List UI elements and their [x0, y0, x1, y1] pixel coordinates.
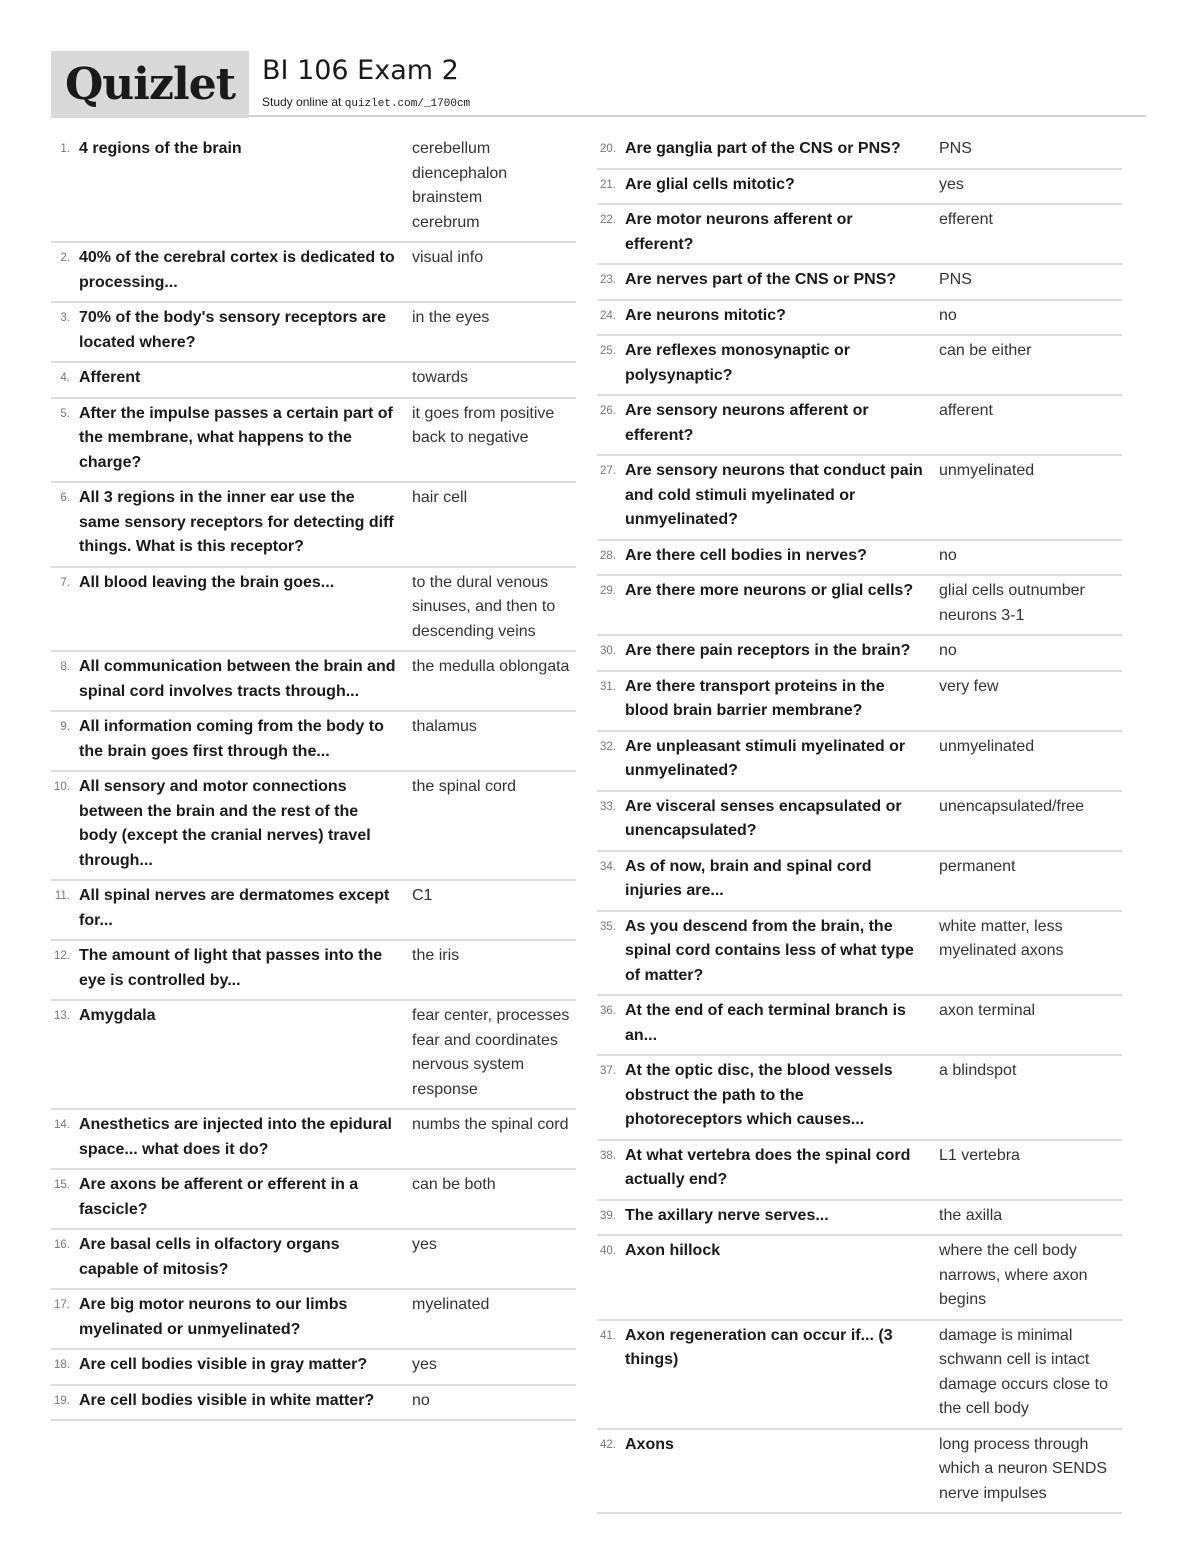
card-number: 17.: [54, 1299, 70, 1311]
card-definition: PNS: [939, 140, 972, 157]
card-definition: yes: [939, 175, 964, 193]
card-number: 1.: [60, 143, 70, 155]
card-number: 39.: [600, 1209, 616, 1222]
flashcard-row: [597, 1143, 1122, 1201]
card-term: Are big motor neurons to our limbs myelinated or unmyelinated?: [79, 1296, 348, 1338]
flashcard-row: [51, 943, 576, 1001]
card-term: Are there more neurons or glial cells?: [625, 582, 914, 599]
card-number: 13.: [54, 1010, 70, 1022]
card-term: All 3 regions in the inner ear use the same sensory receptors for detecting diff things. What is this receptor?: [79, 489, 394, 555]
flashcard-row: [597, 854, 1122, 912]
card-number: 15.: [54, 1179, 70, 1191]
card-definition: no: [939, 306, 957, 324]
card-term: All sensory and motor connections between the brain and the rest of the body (except the cranial nerves) travel through...: [79, 778, 371, 869]
flashcard-row: [597, 267, 1122, 301]
card-term: 4 regions of the brain: [79, 140, 242, 157]
card-definition: damage is minimal schwann cell is intact damage occurs close to the cell body: [939, 1326, 1108, 1417]
card-term: Axon regeneration can occur if... (3 things): [625, 1326, 893, 1368]
card-term: Are sensory neurons afferent or efferent?: [625, 402, 869, 444]
card-number: 35.: [600, 920, 616, 933]
flashcard-row: [597, 1203, 1122, 1237]
card-term: 70% of the body's sensory receptors are located where?: [79, 309, 387, 351]
card-definition: long process through which a neuron SENDS nerve impulses: [939, 1435, 1108, 1502]
flashcard-row: [597, 578, 1122, 636]
header-divider: [249, 115, 1146, 117]
card-number: 10.: [54, 781, 70, 793]
flashcard-row: [51, 570, 576, 653]
card-definition: unencapsulated/free: [939, 797, 1084, 815]
card-number: 37.: [600, 1065, 616, 1077]
card-term: Are visceral senses encapsulated or unencapsulated?: [625, 797, 902, 839]
card-definition: PNS: [939, 271, 972, 288]
card-term: After the impulse passes a certain part of the membrane, what happens to the charge?: [79, 404, 393, 471]
card-definition: where the cell body narrows, where axon begins: [939, 1242, 1088, 1308]
card-definition: myelinated: [412, 1296, 490, 1313]
flashcard-row: [597, 1238, 1122, 1321]
card-number: 20.: [600, 143, 616, 155]
card-definition: hair cell: [412, 489, 468, 506]
card-number: 21.: [600, 178, 616, 191]
card-term: Are axons be afferent or efferent in a fascicle?: [79, 1176, 359, 1218]
card-number: 31.: [600, 680, 616, 693]
flashcard-row: [51, 1003, 576, 1110]
card-definition: can be both: [412, 1176, 496, 1193]
flashcard-row: [51, 1112, 576, 1170]
card-term: Axon hillock: [625, 1242, 721, 1259]
right-column: [597, 136, 1122, 1516]
card-term: As of now, brain and spinal cord injuries are...: [625, 857, 872, 899]
card-term: Are there transport proteins in the blood brain barrier membrane?: [625, 677, 885, 719]
card-definition: unmyelinated: [939, 462, 1035, 479]
card-definition: in the eyes: [412, 309, 490, 326]
card-number: 22.: [600, 214, 616, 226]
card-definition: fear center, processes fear and coordinates nervous system response: [412, 1007, 570, 1098]
card-term: Are there cell bodies in nerves?: [625, 546, 867, 564]
card-number: 8.: [60, 661, 70, 673]
card-definition: visual info: [412, 249, 484, 266]
card-definition: yes: [412, 1236, 437, 1253]
card-term: At the optic disc, the blood vessels obstruct the path to the photoreceptors which causes...: [625, 1062, 893, 1128]
flashcard-row: [51, 883, 576, 941]
card-number: 9.: [60, 721, 70, 733]
card-term: At what vertebra does the spinal cord actually end?: [625, 1146, 911, 1188]
card-number: 40.: [600, 1245, 616, 1257]
card-term: Amygdala: [79, 1007, 156, 1024]
card-number: 36.: [600, 1005, 616, 1017]
card-number: 26.: [600, 405, 616, 417]
flashcard-row: [597, 638, 1122, 672]
card-definition: axon terminal: [939, 1002, 1036, 1019]
card-number: 2.: [60, 252, 70, 264]
card-term: Are basal cells in olfactory organs capable of mitosis?: [79, 1236, 340, 1278]
card-term: All communication between the brain and spinal cord involves tracts through...: [79, 658, 396, 700]
flashcard-row: [51, 1388, 576, 1422]
card-definition: glial cells outnumber neurons 3-1: [939, 582, 1085, 624]
flashcard-row: [51, 1292, 576, 1350]
card-term: Are reflexes monosynaptic or polysynaptic?: [625, 342, 850, 384]
card-number: 42.: [600, 1438, 616, 1451]
flashcard-row: [597, 1323, 1122, 1430]
card-term: All information coming from the body to the brain goes first through the...: [79, 718, 384, 760]
card-term: Afferent: [79, 369, 141, 386]
card-definition: yes: [412, 1356, 437, 1373]
card-term: Are neurons mitotic?: [625, 306, 786, 324]
card-term: Axons: [625, 1435, 674, 1453]
flashcard-row: [597, 458, 1122, 541]
card-definition: the medulla oblongata: [412, 658, 570, 675]
card-term: Are sensory neurons that conduct pain and cold stimuli myelinated or unmyelinated?: [625, 462, 923, 528]
card-term: Are motor neurons afferent or efferent?: [625, 211, 853, 253]
flashcard-row: [51, 1352, 576, 1386]
card-definition: a blindspot: [939, 1062, 1017, 1079]
flashcard-row: [597, 734, 1122, 792]
card-number: 32.: [600, 740, 616, 753]
flashcard-row: [51, 136, 576, 243]
card-definition: cerebellum diencephalon brainstem cerebrum: [412, 140, 508, 231]
flashcard-row: [51, 305, 576, 363]
card-definition: to the dural venous sinuses, and then to descending veins: [412, 573, 556, 640]
flashcard-row: [51, 1172, 576, 1230]
flashcard-row: [597, 543, 1122, 577]
card-definition: very few: [939, 677, 999, 695]
logo-text: Quizlet: [64, 59, 236, 110]
card-definition: thalamus: [412, 718, 477, 735]
flashcard-row: [51, 654, 576, 712]
flashcard-row: [597, 914, 1122, 997]
card-term: Anesthetics are injected into the epidural space... what does it do?: [79, 1116, 392, 1158]
card-definition: numbs the spinal cord: [412, 1116, 569, 1133]
flashcard-row: [597, 998, 1122, 1056]
card-definition: the spinal cord: [412, 778, 517, 795]
card-number: 27.: [600, 465, 616, 477]
card-definition: the axilla: [939, 1206, 1003, 1224]
page-title: BI 106 Exam 2: [262, 55, 459, 86]
card-definition: the iris: [412, 947, 460, 964]
card-term: Are cell bodies visible in gray matter?: [79, 1356, 368, 1373]
card-definition: no: [939, 642, 957, 659]
card-number: 12.: [54, 950, 70, 962]
card-term: Are cell bodies visible in white matter?: [79, 1391, 375, 1409]
left-column: [51, 136, 576, 1423]
flashcard-row: [597, 674, 1122, 732]
card-definition: it goes from positive back to negative: [412, 404, 555, 446]
card-number: 33.: [600, 800, 616, 813]
card-definition: white matter, less myelinated axons: [939, 917, 1064, 959]
flashcard-row: [597, 136, 1122, 170]
card-number: 16.: [54, 1239, 70, 1251]
card-definition: efferent: [939, 211, 993, 228]
flashcard-row: [597, 1058, 1122, 1141]
study-url-link[interactable]: quizlet.com/_1700cm: [344, 98, 471, 110]
card-number: 6.: [60, 492, 70, 504]
card-definition: unmyelinated: [939, 737, 1035, 755]
flashcard-row: [51, 401, 576, 484]
study-online-line: [262, 95, 470, 110]
card-term: All spinal nerves are dermatomes except for...: [79, 887, 390, 929]
card-definition: afferent: [939, 402, 993, 419]
card-definition: permanent: [939, 857, 1016, 875]
card-number: 25.: [600, 345, 616, 357]
flashcard-row: [597, 207, 1122, 265]
card-number: 19.: [54, 1394, 70, 1407]
card-term: Are glial cells mitotic?: [625, 175, 795, 193]
card-number: 41.: [600, 1329, 616, 1342]
card-number: 30.: [600, 645, 616, 657]
card-definition: C1: [412, 887, 433, 904]
card-term: Are nerves part of the CNS or PNS?: [625, 271, 897, 288]
card-number: 34.: [600, 860, 616, 873]
card-number: 29.: [600, 585, 616, 597]
card-number: 18.: [54, 1359, 70, 1371]
flashcard-row: [597, 338, 1122, 396]
card-term: All blood leaving the brain goes...: [79, 573, 335, 591]
card-term: The amount of light that passes into the eye is controlled by...: [79, 947, 383, 989]
card-term: Are unpleasant stimuli myelinated or unmyelinated?: [625, 737, 906, 779]
card-number: 3.: [60, 312, 70, 324]
flashcard-row: [51, 365, 576, 399]
card-number: 4.: [60, 372, 70, 384]
card-term: At the end of each terminal branch is an...: [625, 1002, 906, 1044]
flashcard-row: [51, 774, 576, 881]
card-definition: can be either: [939, 342, 1032, 359]
flashcard-row: [597, 398, 1122, 456]
card-definition: towards: [412, 369, 469, 386]
card-term: Are there pain receptors in the brain?: [625, 642, 911, 659]
page-header: [51, 51, 1146, 118]
card-term: As you descend from the brain, the spinal cord contains less of what type of matter?: [625, 917, 914, 984]
card-number: 38.: [600, 1149, 616, 1162]
card-term: The axillary nerve serves...: [625, 1206, 829, 1224]
quizlet-logo: [51, 51, 249, 118]
card-definition: no: [939, 546, 957, 564]
flashcard-row: [597, 1432, 1122, 1515]
card-number: 24.: [600, 309, 616, 322]
flashcard-row: [51, 714, 576, 772]
card-number: 11.: [54, 890, 70, 902]
subtitle-prefix: Study online at: [262, 95, 345, 109]
card-number: 7.: [60, 576, 70, 589]
flashcard-row: [597, 303, 1122, 337]
card-number: 5.: [60, 407, 70, 420]
card-definition: no: [412, 1391, 430, 1409]
flashcard-row: [51, 1232, 576, 1290]
flashcard-row: [51, 485, 576, 568]
card-number: 23.: [600, 274, 616, 286]
card-number: 14.: [54, 1119, 70, 1131]
card-definition: L1 vertebra: [939, 1146, 1020, 1164]
card-number: 28.: [600, 549, 616, 562]
flashcard-row: [51, 245, 576, 303]
flashcard-row: [597, 794, 1122, 852]
card-term: Are ganglia part of the CNS or PNS?: [625, 140, 901, 157]
card-term: 40% of the cerebral cortex is dedicated to processing...: [79, 249, 395, 291]
flashcard-row: [597, 172, 1122, 206]
